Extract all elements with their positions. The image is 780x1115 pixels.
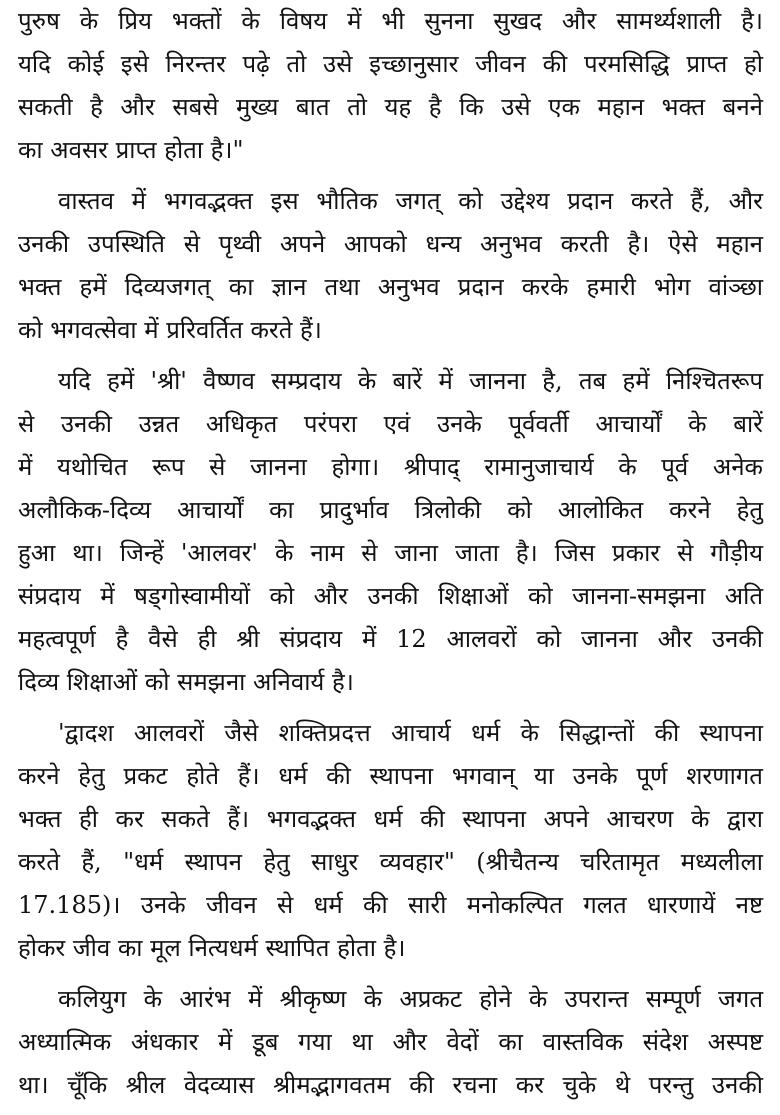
- text-line: यदि कोई इसे निरन्तर पढ़े तो उसे इच्छानुसार जीवन की परमसिद्धि प्राप्त हो: [18, 50, 763, 78]
- paragraph: [18, 0, 763, 172]
- paragraph: [18, 978, 763, 1107]
- text-line: 'द्वादश आलवरों जैसे शक्तिप्रदत्त आचार्य धर्म के सिद्धान्तों की स्थापना: [58, 719, 763, 747]
- document-page: [18, 0, 763, 1115]
- text-line: 17.185)। उनके जीवन से धर्म की सारी मनोकल्पित गलत धारणायें नष्ट: [18, 891, 763, 919]
- paragraph: [18, 180, 763, 352]
- text-line: अध्यात्मिक अंधकार में डूब गया था और वेदों का वास्तविक संदेश अस्पष्ट: [18, 1028, 763, 1056]
- text-line: दिव्य शिक्षाओं को समझना अनिवार्य है।: [18, 668, 354, 696]
- text-line: महत्वपूर्ण है वैसे ही श्री संप्रदाय में 12 आलवरों को जानना और उनकी: [18, 625, 763, 653]
- text-line: था। चूँकि श्रील वेदव्यास श्रीमद्भागवतम की रचना कर चुके थे परन्तु उनकी: [18, 1071, 763, 1099]
- text-line: करते हैं, "धर्म स्थापन हेतु साधुर व्यवहार" (श्रीचैतन्य चरितामृत मध्यलीला: [18, 848, 763, 876]
- text-line: यदि हमें 'श्री' वैष्णव सम्प्रदाय के बारें में जानना है, तब हमें निश्चितरूप: [58, 367, 763, 395]
- text-line: अलौकिक-दिव्य आचार्यों का प्रादुर्भाव त्रिलोकी को आलोकित करने हेतु: [18, 496, 763, 524]
- text-line: कलियुग के आरंभ में श्रीकृष्ण के अप्रकट होने के उपरान्त सम्पूर्ण जगत: [58, 985, 763, 1013]
- text-line: संप्रदाय में षड्गोस्वामीयों को और उनकी शिक्षाओं को जानना-समझना अति: [18, 582, 763, 610]
- text-line: होकर जीव का मूल नित्यधर्म स्थापित होता है।: [18, 934, 406, 962]
- text-line: भक्त ही कर सकते हैं। भगवद्भक्त धर्म की स्थापना अपने आचरण के द्वारा: [18, 805, 763, 833]
- text-line: उनकी उपस्थिति से पृथ्वी अपने आपको धन्य अनुभव करती है। ऐसे महान: [18, 230, 763, 258]
- text-line: हुआ था। जिन्हें 'आलवर' के नाम से जाना जाता है। जिस प्रकार से गौड़ीय: [18, 539, 763, 567]
- text-line: वास्तव में भगवद्भक्त इस भौतिक जगत् को उद्देश्य प्रदान करते हैं, और: [58, 187, 763, 215]
- text-line: भक्त हमें दिव्यजगत् का ज्ञान तथा अनुभव प्रदान करके हमारी भोग वांञ्छा: [18, 273, 763, 301]
- text-line: से उनकी उन्नत अधिकृत परंपरा एवं उनके पूर्ववर्ती आचार्यों के बारें: [18, 410, 763, 438]
- paragraph: [18, 360, 763, 704]
- text-line: में यथोचित रूप से जानना होगा। श्रीपाद् रामानुजाचार्य के पूर्व अनेक: [18, 453, 763, 481]
- text-line: करने हेतु प्रकट होते हैं। धर्म की स्थापना भगवान् या उनके पूर्ण शरणागत: [18, 762, 763, 790]
- text-line: पुरुष के प्रिय भक्तों के विषय में भी सुनना सुखद और सामर्थ्यशाली है।: [18, 7, 763, 35]
- text-line: को भगवत्सेवा में प्ररिवर्तित करते हैं।: [18, 316, 322, 344]
- text-line: सकती है और सबसे मुख्य बात तो यह है कि उसे एक महान भक्त बनने: [18, 93, 763, 121]
- paragraph: [18, 712, 763, 970]
- text-line: का अवसर प्राप्त होता है।": [18, 136, 244, 164]
